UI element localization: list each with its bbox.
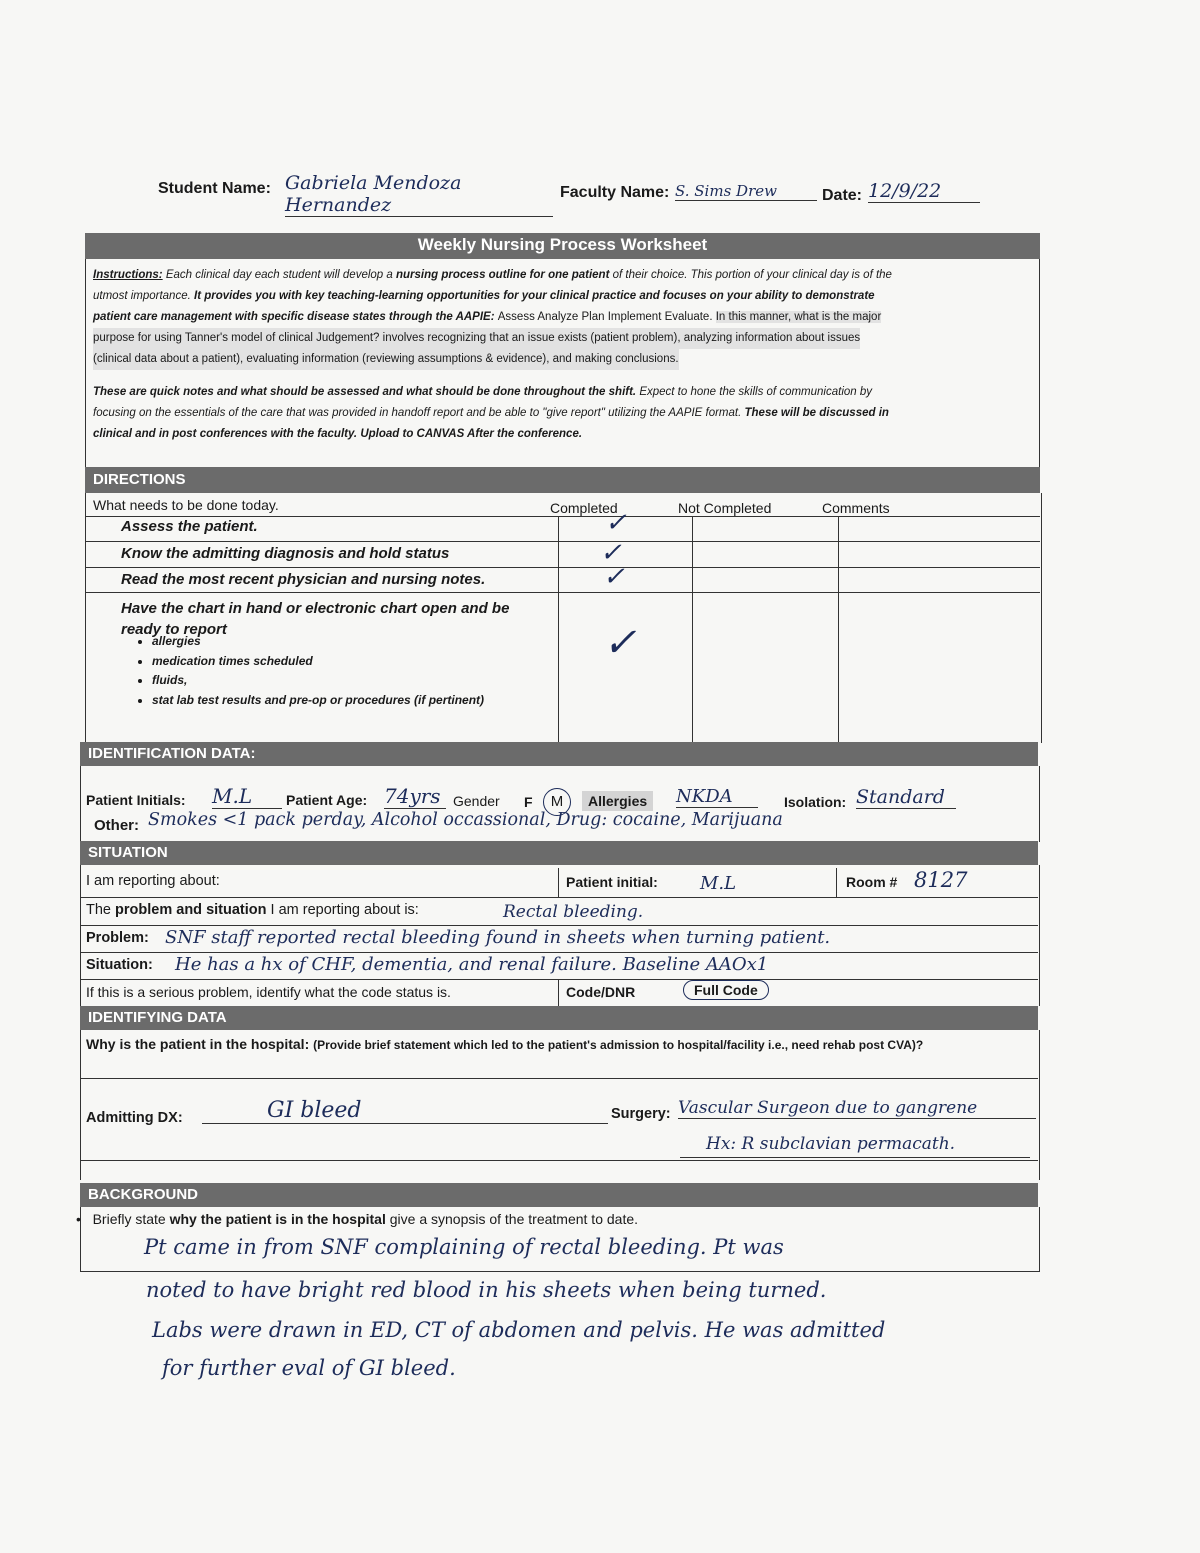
frame-line [85,259,86,468]
surgery-value: Vascular Surgeon due to gangrene [678,1098,1036,1119]
background-note-line: noted to have bright red blood in his sheets when being turned. [146,1278,827,1302]
instructions-text: nursing process outline for one patient [396,269,610,281]
isolation-value: Standard [856,786,956,809]
background-note-line: Labs were drawn in ED, CT of abdomen and pelvis. He was admitted [152,1318,886,1342]
col-not-completed-header: Not Completed [678,500,772,516]
gender-m-circled: M [543,788,571,816]
label-part: I am reporting about is: [270,902,419,918]
instructions-text: utmost importance. [93,290,191,302]
checkmark-icon: ✓ [603,620,637,666]
table-line [80,1078,1038,1079]
label-part: The [86,902,111,918]
task-admitting: Know the admitting diagnosis and hold status [121,545,450,562]
col-completed-header: Completed [550,500,618,516]
surgery-label: Surgery: [611,1106,671,1122]
prompt-part: why the patient is in the hospital [169,1211,386,1227]
bullet-item: • allergies [152,632,572,652]
bullet-item: • fluids, [152,671,572,691]
admitting-dx-value: GI bleed [202,1098,608,1124]
instructions-text: Each clinical day each student will develop a [165,269,393,281]
student-name-label: Student Name: [158,180,271,197]
situation-value: He has a hx of CHF, dementia, and renal failure. Baseline AAOx1 [175,954,769,975]
problem-situation-label [86,902,419,918]
student-name-value: Gabriela Mendoza Hernandez [285,172,553,217]
table-line [80,1160,1038,1161]
admitting-dx-label: Admitting DX: [86,1110,183,1126]
table-line [85,541,1040,542]
checkmark-icon: ✓ [600,538,622,568]
instructions-text: These will be discussed in [744,407,889,419]
instructions-text: Expect to hone the skills of communication by [639,386,873,398]
patient-initials-label: Patient Initials: [86,792,186,808]
table-line [80,925,1038,926]
instructions-text: (clinical data about a patient), evaluating information (reviewing assumptions & evidence), and making conclusions. [93,349,679,370]
why-label: Why is the patient in the hospital: [86,1036,310,1052]
col-comments-header: Comments [822,500,890,516]
prompt-part: give a synopsis of the treatment to date. [389,1211,639,1227]
table-line [80,952,1038,953]
task-read-notes: Read the most recent physician and nursing notes. [121,571,486,588]
prompt-part: Briefly state [92,1211,166,1227]
instructions-block [93,265,1033,445]
table-line [80,979,1038,980]
directions-heading: DIRECTIONS [85,467,1040,493]
table-line [85,592,1040,593]
checkmark-icon: ✓ [605,508,627,538]
checkmark-icon: ✓ [603,562,625,592]
label-part: problem and situation [115,902,267,918]
bullet-item: • medication times scheduled [152,652,572,672]
instructions-text: of their choice. This portion of your clinical day is of the [612,269,892,281]
bullet-item: • stat lab test results and pre-op or procedures (if pertinent) [152,691,572,711]
identifying-heading: IDENTIFYING DATA [80,1006,1038,1030]
instructions-text: In this manner, what is the major [715,311,882,323]
patient-initial-label: Patient initial: [566,874,658,890]
worksheet-title: Weekly Nursing Process Worksheet [85,233,1040,259]
problem-value: SNF staff reported rectal bleeding found in sheets when turning patient. [165,927,831,948]
situation-label: Situation: [86,957,153,973]
allergies-value: NKDA [676,786,758,808]
table-line [692,516,693,743]
faculty-name-label: Faculty Name: [560,184,670,201]
table-line [85,567,1040,568]
problem-label: Problem: [86,930,149,946]
identification-heading: IDENTIFICATION DATA: [80,742,1038,766]
other-label: Other: [94,817,139,834]
gender-label: Gender [453,793,500,809]
instructions-text: It provides you with key teaching-learning opportunities for your clinical practice and focuses on your ability to demonstrate [194,290,875,302]
full-code-circled: Full Code [683,980,769,1000]
background-heading: BACKGROUND [80,1183,1038,1207]
code-status-question: If this is a serious problem, identify what the code status is. [86,984,451,1000]
problem-situation-value: Rectal bleeding. [503,902,644,922]
instructions-text: focusing on the essentials of the care that was provided in handoff report and be able to "give report" utilizing the AAPIE format. [93,407,742,419]
instructions-text: patient care management with specific disease states through the AAPIE: [93,311,495,323]
table-line [838,516,839,743]
surgery-hx: Hx: R subclavian permacath. [706,1134,956,1154]
faculty-name-value: S. Sims Drew [675,182,817,201]
code-dnr-label: Code/DNR [566,984,636,1000]
patient-age-label: Patient Age: [286,792,368,808]
other-value: Smokes <1 pack perday, Alcohol occassional, Drug: cocaine, Marijuana [148,810,783,830]
task-chart: Have the chart in hand or electronic chart open and be ready to report [121,600,510,638]
date-value: 12/9/22 [868,180,980,203]
background-note-line: Pt came in from SNF complaining of rectal bleeding. Pt was [144,1235,784,1259]
instructions-label: Instructions: [93,269,163,281]
table-line [836,868,837,897]
room-label: Room # [846,874,898,890]
situation-heading: SITUATION [80,841,1038,865]
isolation-label: Isolation: [784,794,847,810]
patient-age-value: 74yrs [384,784,446,809]
instructions-text: These are quick notes and what should be assessed and what should be done throughout the shift. [93,386,637,398]
col-task-header: What needs to be done today. [93,497,279,513]
task-assess: Assess the patient. [121,518,258,535]
why-hint: (Provide brief statement which led to the patient's admission to hospital/facility i.e., need rehab post CVA)? [313,1038,924,1052]
allergies-label: Allergies [582,791,653,811]
chart-bullets [100,632,572,710]
underline [680,1157,1030,1158]
patient-initial-value: M.L [700,873,737,894]
table-line [558,868,559,897]
instructions-text: purpose for using Tanner's model of clinical Judgement? involves recognizing that an issue exists (patient problem), analyzing information about issues [93,328,860,349]
background-note-line: for further eval of GI bleed. [162,1356,456,1380]
table-line [80,897,1038,898]
frame-line [1039,259,1040,468]
background-prompt: • Briefly state why the patient is in the hospital give a synopsis of the treatment to date. [76,1211,639,1227]
why-in-hospital [86,1036,923,1052]
reporting-about-label: I am reporting about: [86,873,220,889]
date-label: Date: [822,187,863,204]
instructions-text: Assess Analyze Plan Implement Evaluate. [497,311,713,323]
room-value: 8127 [914,868,968,892]
patient-initials-value: M.L [212,784,282,809]
table-line [85,516,1040,517]
instructions-text: clinical and in post conferences with the faculty. Upload to CANVAS After the conference. [93,428,583,440]
table-line [558,979,559,1006]
gender-f: F [524,794,533,810]
